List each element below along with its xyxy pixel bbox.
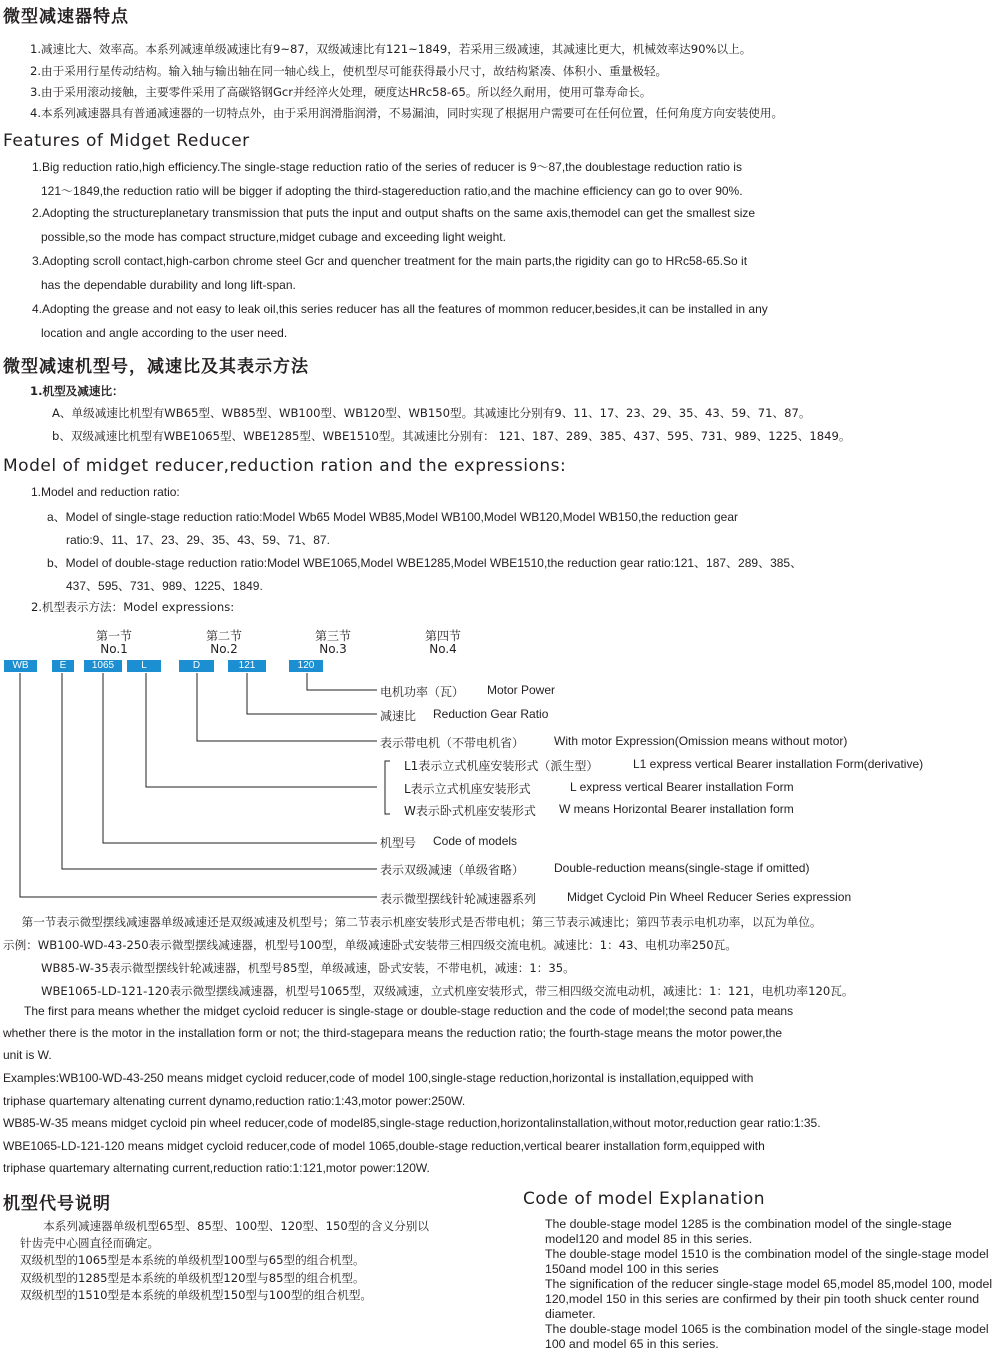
section-4-cn: 第四节 bbox=[424, 629, 461, 643]
expl-en-line-7: WBE1065-LD-121-120 means midget cycloid reducer,code of model 1065,double-stage reduction,vertical bearer installation form,equipped with bbox=[3, 1139, 765, 1153]
features-en-line-2: 121～1849,the reduction ratio will be bigger if adopting the third-stagereduction ratio,and the machine efficiency can go to over 90%. bbox=[41, 184, 743, 198]
expl-cn-example-3: WBE1065-LD-121-120表示微型摆线减速器，机型号1065型，双级减速，立式机座安装形式，带三相四级交流电动机，减速比：1：121，电机功率120瓦。 bbox=[41, 984, 854, 998]
code-explanation-en-para-2: The double-stage model 1510 is the combination model of the single-stage model 150and model 100 in this series bbox=[545, 1247, 989, 1276]
features-en-line-6: has the dependable durability and long lift-span. bbox=[41, 278, 296, 292]
code-box-wb: WB bbox=[4, 660, 37, 672]
code-explanation-cn-line-1: 本系列减速器单级机型65型、85型、100型、120型、150型的含义分别以 bbox=[20, 1219, 429, 1233]
expl-cn-line-1: 第一节表示微型摆线减速器单级减速还是双级减速及机型号；第二节表示机座安装形式是否带电机；第三节表示减速比；第四节表示电机功率，以瓦为单位。 bbox=[10, 915, 822, 929]
features-cn-title: 微型减速器特点 bbox=[3, 7, 129, 27]
features-en-line-8: location and angle according to the user need. bbox=[41, 326, 288, 340]
label-with-motor-cn: 表示带电机（不带电机省） bbox=[380, 736, 525, 750]
label-double-reduction-en: Double-reduction means(single-stage if omitted) bbox=[554, 861, 810, 875]
features-en-line-3: 2.Adopting the structureplanetary transmission that puts the input and output shafts on the same axis,themodel can get the smallest size bbox=[32, 206, 756, 220]
line-motor-power bbox=[307, 673, 377, 690]
features-cn-item-2: 2.由于采用行星传动结构。输入轴与输出轴在同一轴心线上，使机型尽可能获得最小尺寸，故结构紧凑、体积小、重量极轻。 bbox=[30, 64, 668, 78]
code-box-121: 121 bbox=[228, 660, 266, 672]
model-en-double: b、Model of double-stage reduction ratio:Model WBE1065,Model WBE1285,Model WBE1510,the reduction gear ratio:121、187、289、385、 bbox=[47, 556, 803, 570]
code-explanation-en-para-4: The double-stage model 1065 is the combination model of the single-stage model 100 and model 65 in this series. bbox=[545, 1322, 989, 1351]
line-series bbox=[20, 673, 377, 897]
expl-en-line-1: The first para means whether the midget cycloid reducer is single-stage or double-stage reduction and the code of model;the second pata means bbox=[24, 1004, 794, 1018]
label-series-en: Midget Cycloid Pin Wheel Reducer Series expression bbox=[567, 890, 852, 904]
model-cn-double: b、双级减速比机型有WBE1065型、WBE1285型、WBE1510型。其减速比分别有： 121、187、289、385、437、595、731、989、1225、1849。 bbox=[52, 429, 851, 443]
section-1-cn: 第一节 bbox=[95, 629, 132, 643]
label-reduction-ratio-cn: 减速比 bbox=[380, 709, 417, 723]
code-explanation-en-para-1: The double-stage model 1285 is the combination model of the single-stage model120 and model 85 in this series. bbox=[545, 1217, 952, 1246]
code-explanation-cn-title: 机型代号说明 bbox=[3, 1194, 111, 1214]
features-en-title: Features of Midget Reducer bbox=[3, 131, 250, 151]
label-motor-power-cn: 电机功率（瓦） bbox=[380, 685, 465, 699]
model-en-single-ratio: ratio:9、11、17、23、29、35、43、59、71、87. bbox=[66, 533, 330, 547]
expl-cn-example-1: 示例：WB100-WD-43-250表示微型摆线减速器，机型号100型，单级减速卧式安装带三相四级交流电机。减速比：1：43、电机功率250瓦。 bbox=[3, 938, 737, 952]
line-double-reduction bbox=[62, 673, 377, 869]
label-motor-power-en: Motor Power bbox=[487, 683, 556, 697]
code-box-e: E bbox=[52, 660, 74, 672]
line-reduction-ratio bbox=[247, 673, 377, 714]
expl-en-line-4: Examples:WB100-WD-43-250 means midget cycloid reducer,code of model 100,single-stage reduction,horizontal is installation,equipped with bbox=[3, 1071, 754, 1085]
expl-en-line-8: triphase quartemary alternating current,reduction ratio:1:121,motor power:120W. bbox=[3, 1161, 430, 1175]
code-explanation-cn-line-2: 针齿壳中心圆直径而确定。 bbox=[20, 1236, 160, 1250]
section-3-en: No.3 bbox=[319, 642, 347, 656]
code-explanation-cn-line-4: 双级机型的1285型是本系统的单级机型120型与85型的组合机型。 bbox=[20, 1271, 365, 1285]
section-3-cn: 第三节 bbox=[314, 629, 351, 643]
label-code-en: Code of models bbox=[433, 834, 518, 848]
label-w-cn: W表示卧式机座安装形式 bbox=[404, 804, 536, 818]
expl-en-line-6: WB85-W-35 means midget cycloid pin wheel reducer,code of model85,single-stage reduction,horizontalinstallation,without motor,reduction gear ratio:1:35. bbox=[3, 1116, 821, 1130]
code-box-l: L bbox=[127, 660, 161, 672]
code-explanation-cn-line-3: 双级机型的1065型是本系统的单级机型100型与65型的组合机型。 bbox=[20, 1253, 365, 1267]
model-en-subtitle: 1.Model and reduction ratio: bbox=[31, 485, 180, 499]
label-l-en: L express vertical Bearer installation Form bbox=[570, 780, 794, 794]
section-2-cn: 第二节 bbox=[205, 629, 242, 643]
model-en-title: Model of midget reducer,reduction ration and the expressions: bbox=[3, 456, 567, 476]
code-box-120: 120 bbox=[289, 660, 323, 672]
bracket-installation-form bbox=[385, 761, 390, 814]
expl-cn-example-2: WB85-W-35表示微型摆线针轮减速器，机型号85型，单级减速，卧式安装，不带电机，减速：1：35。 bbox=[41, 961, 575, 975]
label-series-cn: 表示微型摆线针轮减速器系列 bbox=[380, 892, 537, 906]
label-l-cn: L表示立式机座安装形式 bbox=[404, 782, 531, 796]
label-with-motor-en: With motor Expression(Omission means without motor) bbox=[554, 734, 848, 748]
expl-en-line-5: triphase quartemary altenating current dynamo,reduction ratio:1:43,motor power:250W. bbox=[3, 1094, 466, 1108]
features-cn-item-4: 4.本系列减速器具有普通减速器的一切特点外，由于采用润滑脂润滑，不易漏油，同时实现了根据用户需要可在任何位置，任何角度方向安装使用。 bbox=[30, 106, 784, 120]
model-cn-title: 微型减速机型号，减速比及其表示方法 bbox=[3, 357, 309, 377]
features-cn-item-1: 1.减速比大、效率高。本系列减速单级减速比有9~87，双级减速比有121~1849，若采用三级减速，其减速比更大，机械效率达90%以上。 bbox=[30, 42, 752, 56]
line-code-of-models bbox=[103, 673, 377, 843]
model-en-single: a、Model of single-stage reduction ratio:Model Wb65 Model WB85,Model WB100,Model WB120,Model WB150,the reduction gear bbox=[47, 510, 739, 524]
features-cn-item-3: 3.由于采用滚动接触，主要零件采用了高碳铬钢Gcr并经淬火处理，硬度达HRc58-65。所以经久耐用，使用可靠寿命长。 bbox=[30, 85, 652, 99]
model-cn-single: A、单级减速比机型有WB65型、WB85型、WB100型、WB120型、WB150型。其减速比分别有9、11、17、23、29、35、43、59、71、87。 bbox=[52, 406, 811, 420]
expl-en-line-2: whether there is the motor in the installation form or not; the third-stagepara means the reduction ratio; the fourth-stage means the motor power,the bbox=[3, 1026, 783, 1040]
features-en-line-4: possible,so the mode has compact structure,midget cubage and exceeding light weight. bbox=[41, 230, 506, 244]
expl-en-line-3: unit is W. bbox=[3, 1048, 52, 1062]
code-box-d: D bbox=[179, 660, 214, 672]
label-reduction-ratio-en: Reduction Gear Ratio bbox=[433, 707, 549, 721]
features-en-line-5: 3.Adopting scroll contact,high-carbon chrome steel Gcr and quencher treatment for the main parts,the rigidity can go to HRc58-65.So it bbox=[32, 254, 748, 268]
code-explanation-cn-line-5: 双级机型的1510型是本系统的单级机型150型与100型的组合机型。 bbox=[20, 1288, 373, 1302]
code-explanation-en-title: Code of model Explanation bbox=[523, 1189, 766, 1209]
label-l1-cn: L1表示立式机座安装形式（派生型） bbox=[404, 759, 599, 773]
model-expressions-heading: 2.机型表示方法：Model expressions: bbox=[31, 600, 235, 614]
model-cn-subtitle: 1.机型及减速比： bbox=[30, 384, 124, 398]
features-en-line-1: 1.Big reduction ratio,high efficiency.The single-stage reduction ratio of the series of reducer is 9～87,the doublestage reduction ratio is bbox=[32, 160, 742, 174]
section-4-en: No.4 bbox=[429, 642, 457, 656]
line-with-motor bbox=[197, 673, 377, 741]
label-l1-en: L1 express vertical Bearer installation Form(derivative) bbox=[633, 757, 924, 771]
code-explanation-en-para-3: The signification of the reducer single-stage model 65,model 85,model 100, model 120,model 150 in this series are confirmed by their pin tooth shuck center round diameter. bbox=[545, 1277, 993, 1321]
section-2-en: No.2 bbox=[210, 642, 238, 656]
label-code-cn: 机型号 bbox=[380, 836, 417, 850]
label-double-reduction-cn: 表示双级减速（单级省略） bbox=[380, 863, 525, 877]
code-box-1065: 1065 bbox=[84, 660, 122, 672]
model-en-double-ratio: 437、595、731、989、1225、1849. bbox=[66, 579, 263, 593]
label-w-en: W means Horizontal Bearer installation form bbox=[559, 802, 794, 816]
section-1-en: No.1 bbox=[100, 642, 128, 656]
features-en-line-7: 4.Adopting the grease and not easy to leak oil,this series reducer has all the features of mommon reducer,besides,it can be installed in any bbox=[32, 302, 768, 316]
